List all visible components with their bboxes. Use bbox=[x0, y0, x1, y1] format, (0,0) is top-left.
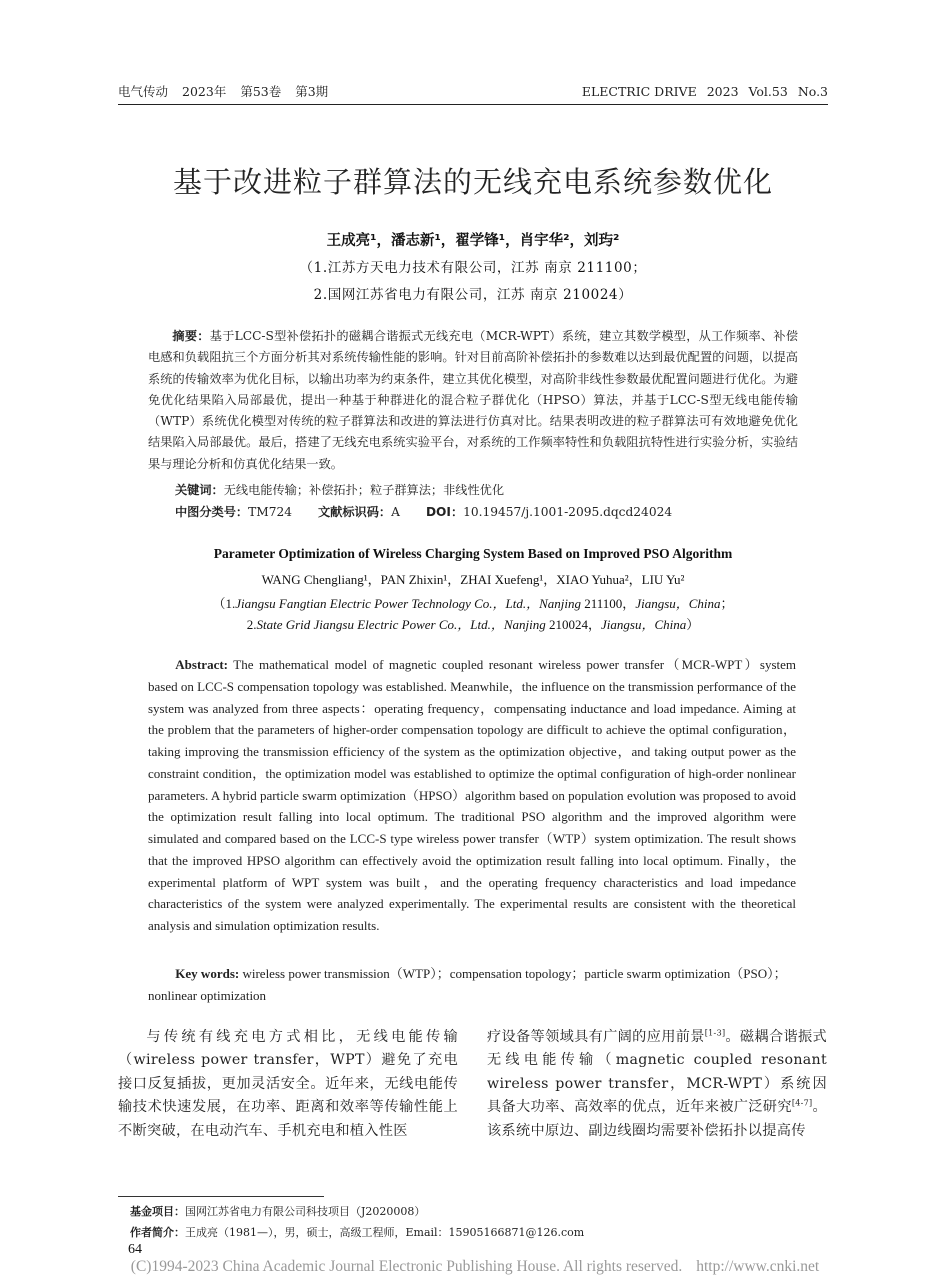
author-bio-label: 作者简介： bbox=[130, 1226, 185, 1239]
abstract-cn-label: 摘要： bbox=[172, 329, 210, 343]
citation-ref-1: [1-3] bbox=[704, 1028, 726, 1038]
body-text-a: 疗设备等领域具有广阔的应用前景 bbox=[487, 1029, 705, 1045]
doc-code-field bbox=[318, 505, 400, 519]
footnote-author bbox=[130, 1224, 584, 1240]
abstract-en bbox=[148, 654, 796, 937]
affiliation-en-1-region: Jiangsu，China bbox=[635, 596, 721, 611]
page-number: 64 bbox=[128, 1242, 142, 1257]
authors-en: WANG Chengliang¹，PAN Zhixin¹，ZHAI Xuefeng¹，XIAO Yuhua²，LIU Yu² bbox=[261, 572, 685, 587]
affiliation-en-1-postcode: 211100， bbox=[581, 596, 636, 611]
abstract-en-label: Abstract: bbox=[175, 657, 229, 672]
footnote-divider bbox=[118, 1196, 324, 1197]
affiliation-en-2-institution: State Grid Jiangsu Electric Power Co.，Ltd.，Nanjing bbox=[256, 617, 546, 632]
citation-ref-2: [4-7] bbox=[791, 1098, 813, 1108]
affiliation-en-2-region: Jiangsu，China bbox=[601, 617, 687, 632]
affiliation-en-2-open: 2. bbox=[246, 617, 257, 632]
journal-info-en bbox=[572, 84, 828, 99]
abstract-en-text: The mathematical model of magnetic coupled resonant wireless power transfer（MCR-WPT）system based on LCC-S compensation topology was established. Meanwhile，the influence on the transmission performance of the system was analyzed from three aspects：operating frequency，compensating inductance and load impedance. Aiming at the problem that the parameters of higher-order compensation topology are difficult to achieve the optimal configuration，taking improving the transmission efficiency of the system as the optimization objective，and taking output power as the constraint condition，the optimization model was established to optimize the optimal configuration of high-order nonlinear parameters. A hybrid particle swarm optimization（HPSO）algorithm based on population evolution was proposed to avoid the optimization result falling into local optimum. The traditional PSO algorithm and the improved algorithm were simulated and compared based on the LCC-S type wireless power transfer（WTP）system optimization. The result shows that the improved HPSO algorithm can effectively avoid the optimization result falling into local optimum. Finally，the experimental platform of WPT system was built，and the operating frequency characteristics and load impedance characteristics of the system were analyzed experimentally. The experimental results are consistent with the theoretical analysis and simulation optimization results. bbox=[148, 657, 796, 933]
journal-name-cn: 电气传动 bbox=[118, 84, 169, 99]
author-bio-text: 王成亮（1981—），男，硕士，高级工程师，Email：15905166871@126.com bbox=[185, 1226, 585, 1239]
journal-name-en: ELECTRIC DRIVE bbox=[581, 83, 697, 99]
footnote-fund bbox=[130, 1203, 425, 1219]
classification-line bbox=[175, 503, 698, 520]
affiliation-en-2-postcode: 210024， bbox=[545, 617, 601, 632]
clc-field bbox=[175, 505, 292, 519]
body-paragraph-left: 与传统有线充电方式相比，无线电能传输（wireless power transfer，WPT）避免了充电接口反复插拔，更加灵活安全。近年来，无线电能传输技术快速发展，在功率、距离和效率等传输性能上不断突破，在电动汽车、手机充电和植入性医 bbox=[118, 1029, 458, 1139]
paper-title-en: Parameter Optimization of Wireless Charging System Based on Improved PSO Algorithm bbox=[213, 546, 733, 561]
body-paragraph-right bbox=[487, 1026, 827, 1143]
year-cn: 2023年 bbox=[182, 84, 227, 99]
keywords-en-text: wireless power transmission（WTP）；compensation topology；particle swarm optimization（PSO）；nonlinear optimization bbox=[148, 966, 787, 1003]
copyright-watermark bbox=[0, 1258, 950, 1276]
paper-title-cn: 基于改进粒子群算法的无线充电系统参数优化 bbox=[172, 165, 773, 199]
fund-label: 基金项目： bbox=[130, 1205, 185, 1218]
keywords-en-label: Key words: bbox=[175, 966, 240, 981]
header-divider bbox=[118, 104, 828, 105]
abstract-cn bbox=[148, 326, 798, 475]
doi-value: 10.19457/j.1001-2095.dqcd24024 bbox=[463, 505, 673, 519]
fund-text: 国网江苏省电力有限公司科技项目（J2020008） bbox=[185, 1205, 426, 1218]
running-header bbox=[118, 80, 828, 102]
affiliation-cn-2: 2.国网江苏省电力有限公司，江苏 南京 210024） bbox=[313, 287, 633, 303]
affiliation-en-1-open: （1. bbox=[212, 596, 236, 611]
doc-code-label: 文献标识码： bbox=[318, 505, 392, 519]
body-column-left bbox=[118, 1026, 458, 1143]
abstract-cn-text: 基于LCC-S型补偿拓扑的磁耦合谐振式无线充电（MCR-WPT）系统，建立其数学模型，从工作频率、补偿电感和负载阻抗三个方面分析其对系统传输性能的影响。针对目前高阶补偿拓扑的参数难以达到最优配置的问题，以提高系统的传输效率为优化目标，以输出功率为约束条件，建立其优化模型，对高阶非线性参数最优配置问题进行优化。为避免优化结果陷入局部最优，提出一种基于种群进化的混合粒子群优化（HPSO）算法，并基于LCC-S型无线电能传输（WTP）系统优化模型对传统的粒子群算法和改进的算法进行仿真对比。结果表明改进的粒子群算法可有效地避免优化结果陷入局部最优。最后，搭建了无线充电系统实验平台，对系统的工作频率特性和负载阻抗特性进行实验分析，实验结果与理论分析和仿真优化结果一致。 bbox=[148, 329, 799, 471]
affiliation-en-1-institution: Jiangsu Fangtian Electric Power Technology Co.，Ltd.，Nanjing bbox=[235, 596, 582, 611]
affiliation-en-2-close: ） bbox=[686, 617, 700, 632]
keywords-cn-text: 无线电能传输；补偿拓扑；粒子群算法；非线性优化 bbox=[223, 483, 505, 497]
affiliation-en-2 bbox=[118, 614, 828, 633]
keywords-cn bbox=[175, 481, 504, 498]
affiliation-en-1 bbox=[118, 593, 828, 612]
clc-label: 中图分类号： bbox=[175, 505, 249, 519]
volume-cn: 第53卷 bbox=[240, 84, 282, 99]
affiliation-cn-1: （1.江苏方天电力技术有限公司，江苏 南京 211100； bbox=[299, 260, 647, 276]
doi-field bbox=[426, 505, 672, 519]
year-en: 2023 bbox=[706, 83, 739, 99]
journal-info-cn bbox=[118, 82, 342, 100]
copyright-text: (C)1994-2023 China Academic Journal Electronic Publishing House. All rights reserved. bbox=[130, 1258, 683, 1275]
cnki-url: http://www.cnki.net bbox=[696, 1258, 820, 1275]
issue-cn: 第3期 bbox=[295, 84, 329, 99]
keywords-en bbox=[148, 963, 796, 1007]
doi-label: DOI： bbox=[425, 505, 464, 519]
doc-code-value: A bbox=[391, 505, 400, 519]
clc-value: TM724 bbox=[248, 505, 292, 519]
keywords-cn-label: 关键词： bbox=[175, 483, 224, 497]
body-text-b: 。磁耦合谐振式无线电能传输（magnetic coupled resonant wireless power transfer，MCR-WPT）系统因具备大功率、高效率的优点，近年来被广泛研究 bbox=[487, 1029, 827, 1116]
volume-en: Vol.53 bbox=[748, 83, 788, 99]
issue-en: No.3 bbox=[797, 83, 828, 99]
body-text-c: 。该系统中原边、副边线圈均需要补偿拓扑以提高传 bbox=[487, 1099, 827, 1139]
authors-cn: 王成亮¹，潘志新¹，翟学锋¹，肖宇华²，刘玙² bbox=[326, 233, 620, 249]
body-column-right bbox=[487, 1026, 827, 1143]
affiliation-en-1-close: ； bbox=[720, 596, 734, 611]
